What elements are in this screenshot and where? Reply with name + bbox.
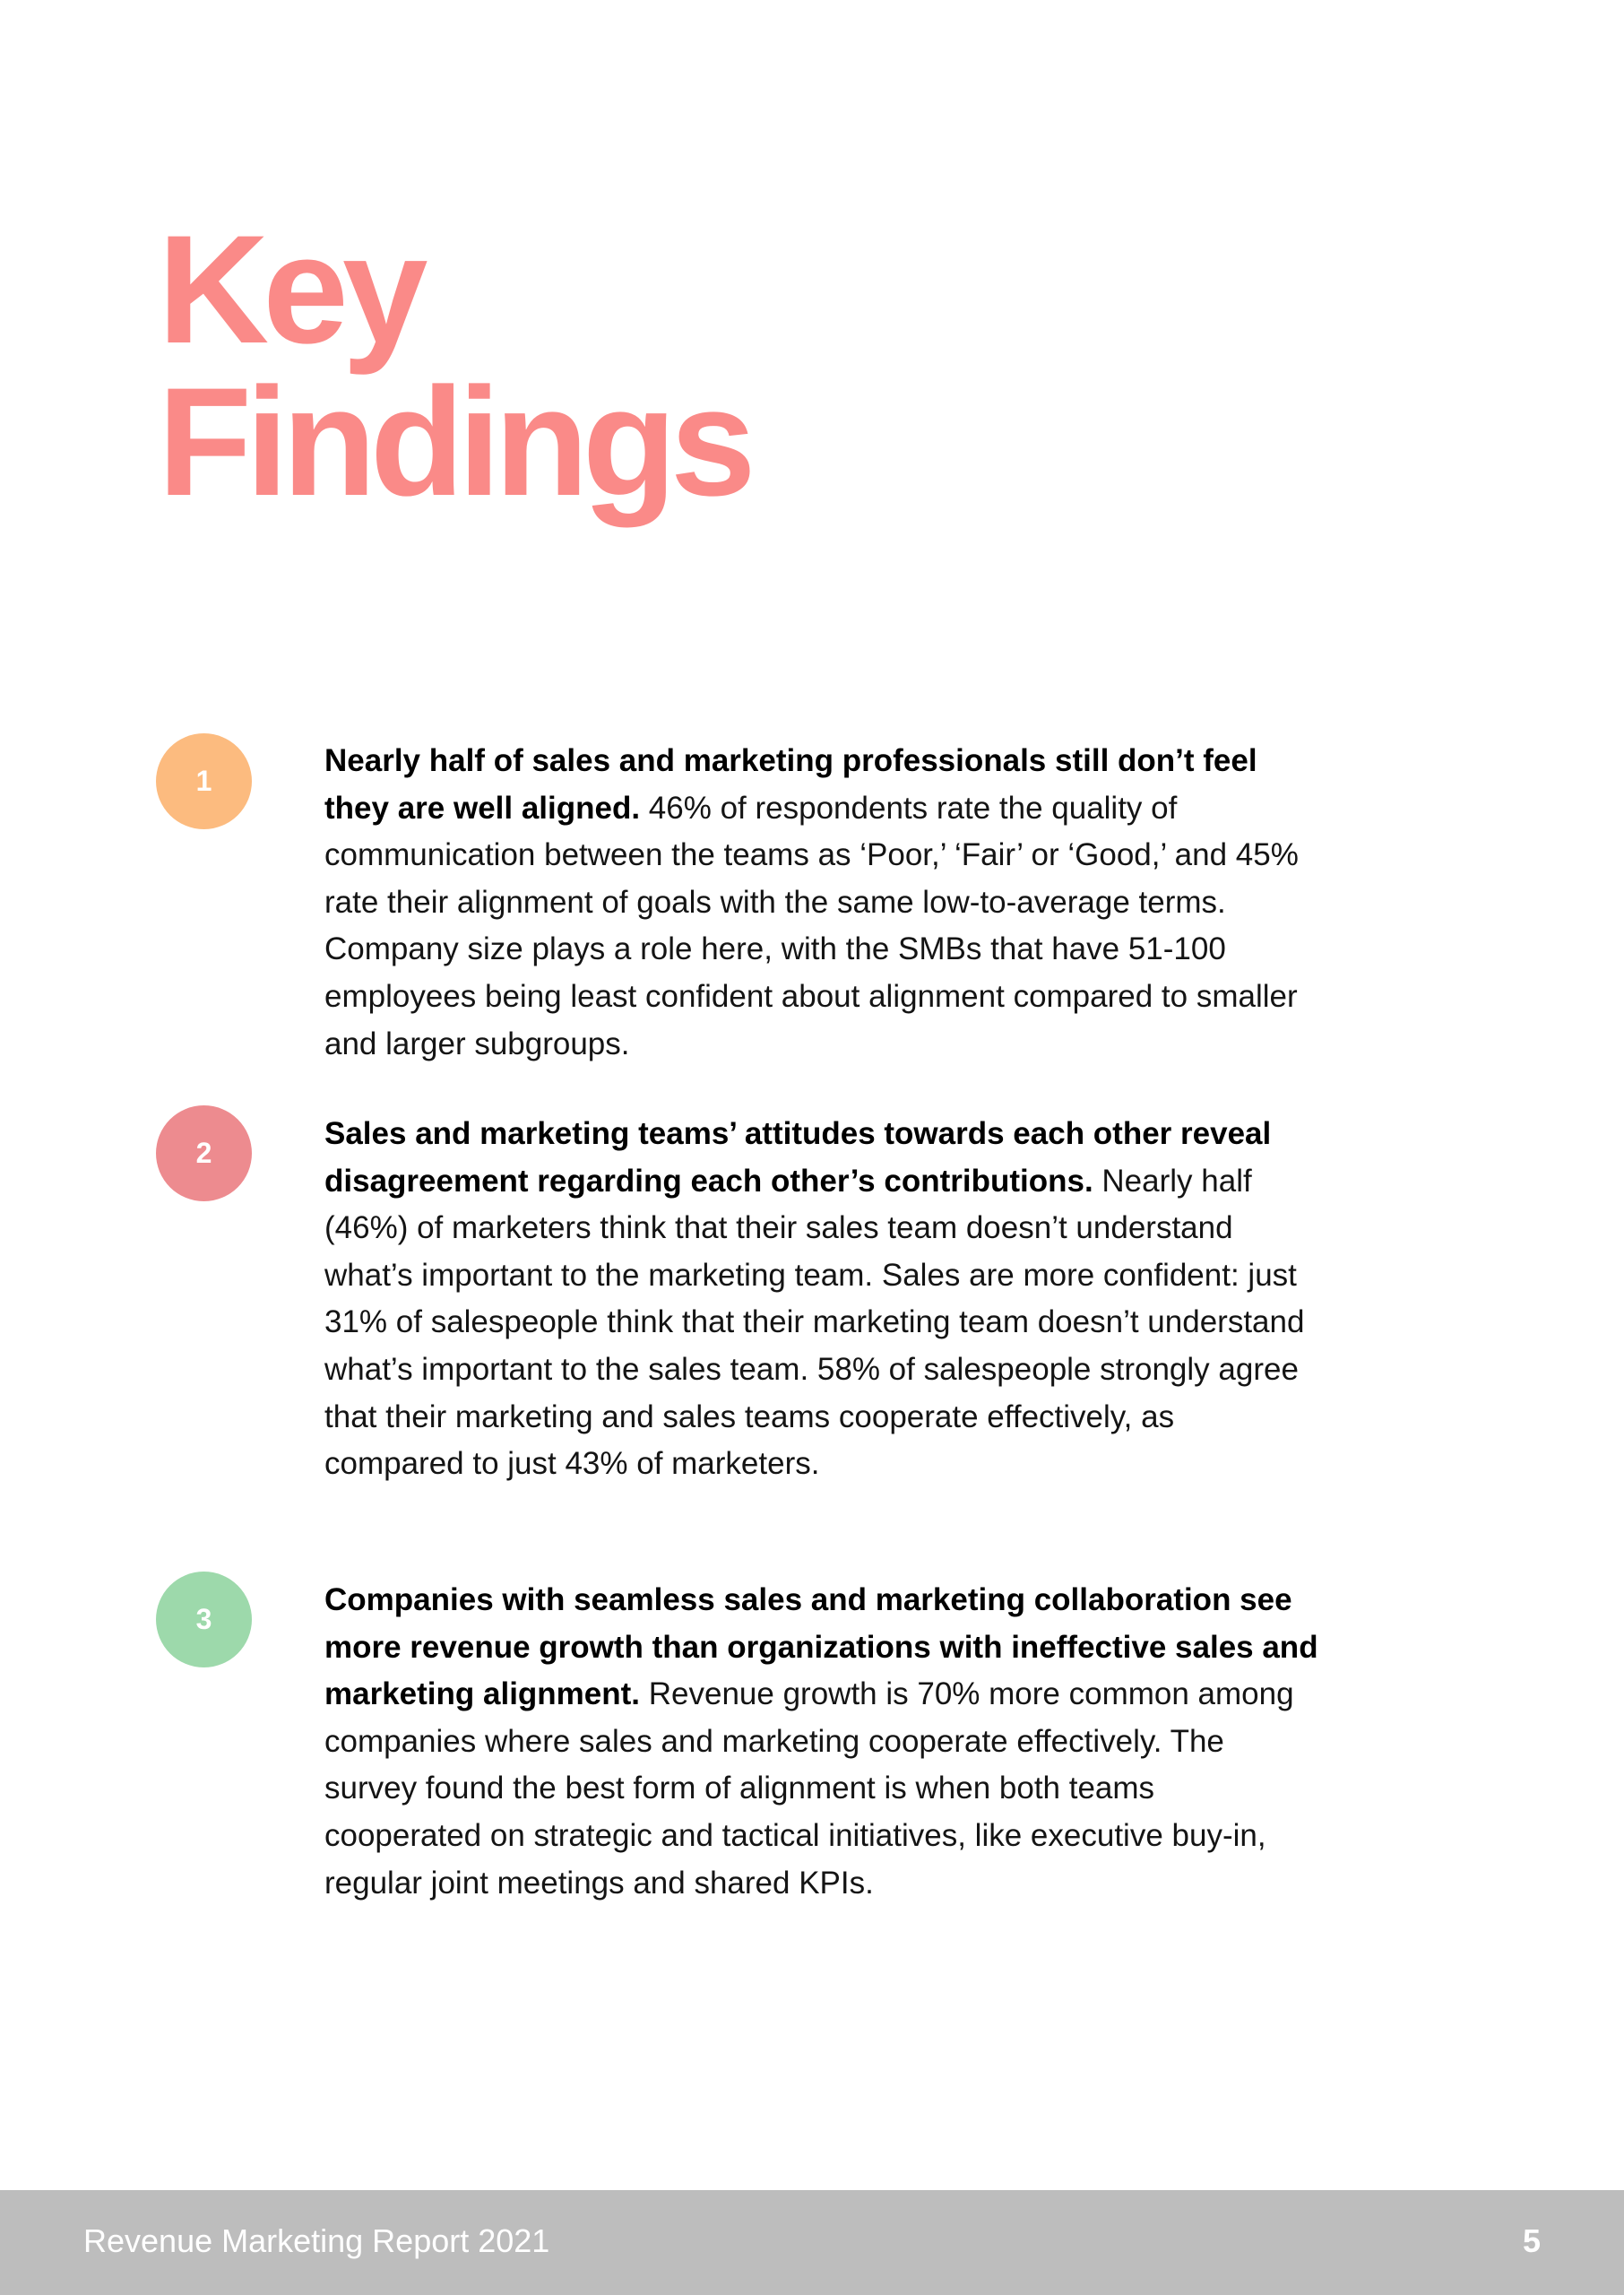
finding-headline: Companies with seamless sales and marketing collaboration see more revenue growth than organizations with ineffective sales and marketing alignment. [324, 1582, 1318, 1712]
finding-body: Revenue growth is 70% more common among companies where sales and marketing cooperate effectively. The survey found the best form of alignment is when both teams cooperated on strategic and tactical initiatives, like executive buy-in, regular joint meetings and shared KPIs. [324, 1676, 1294, 1901]
page-number: 5 [1522, 2222, 1541, 2259]
finding-headline: Sales and marketing teams’ attitudes towards each other reveal disagreement regarding each other’s contributions. [324, 1116, 1272, 1199]
finding-headline: Nearly half of sales and marketing professionals still don’t feel they are well aligned. [324, 743, 1257, 826]
page-footer [0, 2190, 1624, 2295]
finding-number: 3 [195, 1603, 212, 1635]
page-title-line-2: Findings [158, 356, 750, 528]
finding-text [324, 1577, 1319, 1907]
finding-text [324, 1111, 1319, 1488]
finding-number: 1 [195, 765, 212, 797]
page-title-line-1: Key [158, 204, 422, 376]
finding-number-badge [156, 1572, 252, 1667]
finding-number: 2 [195, 1137, 212, 1169]
finding-body: 46% of respondents rate the quality of communication between the teams as ‘Poor,’ ‘Fair’ or ‘Good,’ and 45% rate their alignment of goals with the same low-to-average terms. Company size plays a role here, with the SMBs that have 51-100 employees being least confident about alignment compared to smaller and larger subgroups. [324, 790, 1299, 1061]
footer-report-title: Revenue Marketing Report 2021 [83, 2222, 550, 2259]
finding-number-badge [156, 1105, 252, 1201]
page-title [158, 204, 750, 528]
finding-text [324, 738, 1319, 1068]
finding-body: Nearly half (46%) of marketers think that their sales team doesn’t understand what’s important to the marketing team. Sales are more confident: just 31% of salespeople think that their marketing team doesn’t understand what’s important to the sales team. 58% of salespeople strongly agree that their marketing and sales teams cooperate effectively, as compared to just 43% of marketers. [324, 1163, 1305, 1482]
finding-number-badge [156, 733, 252, 829]
